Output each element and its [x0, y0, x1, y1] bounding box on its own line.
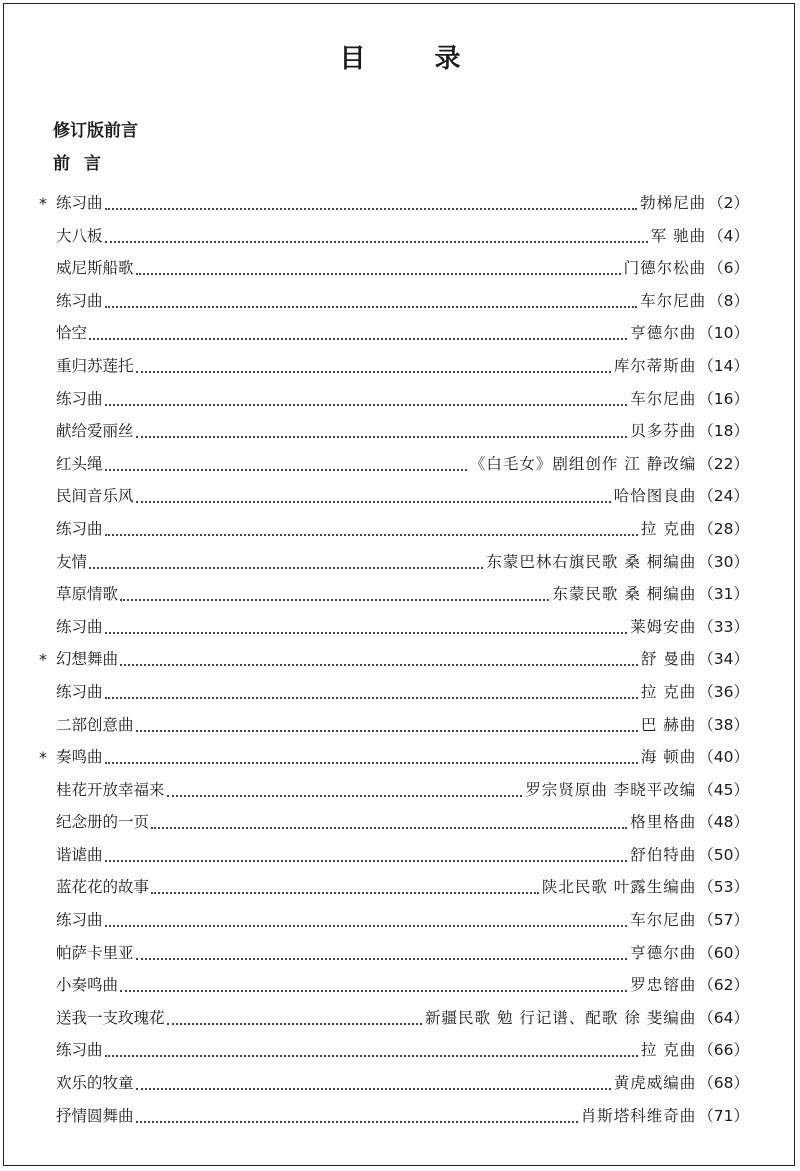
toc-entry-line — [56, 874, 749, 898]
toc-entry-line — [56, 581, 749, 605]
dot-leader — [120, 644, 638, 666]
toc-entry[interactable] — [0, 903, 800, 936]
toc-entry[interactable] — [0, 349, 800, 382]
toc-entry-page-number: （33） — [698, 617, 749, 636]
toc-entry-composer: 车尔尼曲 — [640, 291, 707, 310]
toc-entry-composer: 《白毛女》剧组创作 江 静改编 — [469, 454, 697, 473]
toc-entry[interactable] — [0, 251, 800, 284]
toc-entry[interactable] — [0, 610, 800, 643]
toc-entry-line — [56, 712, 749, 736]
toc-entry-title: 友情 — [56, 552, 88, 571]
toc-entry-page-number: （34） — [698, 650, 749, 669]
toc-entry-composer: 东蒙巴林右旗民歌 桑 桐编曲 — [486, 552, 697, 571]
toc-entry-title: 威尼斯船歌 — [56, 259, 134, 278]
toc-entry[interactable] — [0, 219, 800, 252]
toc-entry-line — [56, 842, 749, 866]
dot-leader — [136, 253, 621, 275]
toc-entry-page-number: （38） — [698, 715, 749, 734]
dot-leader — [105, 1035, 638, 1057]
dot-leader — [105, 677, 638, 699]
selected-piece-marker: * — [39, 748, 47, 768]
toc-entry[interactable] — [0, 545, 800, 578]
toc-entry-composer: 车尔尼曲 — [630, 911, 697, 930]
toc-entry-page-number: （4） — [708, 226, 749, 245]
toc-entry-title: 练习曲 — [56, 911, 103, 930]
toc-entry[interactable] — [0, 1066, 800, 1099]
toc-entry-composer: 新疆民歌 勉 行记谱、配歌 徐 斐编曲 — [425, 1008, 697, 1027]
toc-entry-composer: 亨德尔曲 — [630, 943, 697, 962]
toc-entry-page-number: （53） — [698, 878, 749, 897]
toc-entry-composer: 军 驰曲 — [650, 226, 707, 245]
toc-entry[interactable] — [0, 708, 800, 741]
toc-entry-title: 大八板 — [56, 226, 103, 245]
toc-entry-composer: 莱姆安曲 — [630, 617, 697, 636]
toc-entry-composer: 车尔尼曲 — [630, 389, 697, 408]
toc-entry-line — [56, 320, 749, 344]
toc-entry[interactable] — [0, 773, 800, 806]
toc-entry-title: 民间音乐风 — [56, 487, 134, 506]
toc-entry-composer: 东蒙民歌 桑 桐编曲 — [552, 585, 697, 604]
toc-entry-line — [56, 1070, 749, 1094]
dot-leader — [167, 1003, 423, 1025]
toc-entry-line — [56, 418, 749, 442]
dot-leader — [136, 710, 638, 732]
toc-entry-page-number: （6） — [708, 259, 749, 278]
toc-entry-title: 桂花开放幸福来 — [56, 780, 165, 799]
toc-entry-title: 练习曲 — [56, 389, 103, 408]
toc-entry[interactable] — [0, 642, 800, 675]
toc-entry[interactable] — [0, 675, 800, 708]
toc-entry-composer: 罗忠镕曲 — [630, 976, 697, 995]
toc-entry-composer: 舒伯特曲 — [630, 845, 697, 864]
toc-entry-title: 练习曲 — [56, 1041, 103, 1060]
toc-entry-page-number: （30） — [698, 552, 749, 571]
toc-entry-page-number: （2） — [708, 194, 749, 212]
toc-entry-line — [56, 614, 749, 638]
toc-entry-page-number: （60） — [698, 943, 749, 962]
dot-leader — [105, 905, 628, 927]
dot-leader — [105, 286, 638, 308]
dot-leader — [136, 1101, 578, 1123]
dot-leader — [120, 970, 627, 992]
toc-entry-line — [56, 1005, 749, 1029]
toc-entry-line — [56, 516, 749, 540]
toc-entry-page-number: （48） — [698, 813, 749, 832]
toc-entry-composer: 拉 克曲 — [640, 682, 697, 701]
dot-leader — [105, 384, 628, 406]
toc-entry[interactable] — [0, 1099, 800, 1132]
toc-entry-page-number: （68） — [698, 1074, 749, 1093]
toc-entry-title: 恰空 — [56, 324, 88, 343]
toc-entry-title: 欢乐的牧童 — [56, 1074, 134, 1093]
toc-entry-title: 纪念册的一页 — [56, 813, 150, 832]
dot-leader — [105, 449, 467, 471]
toc-entry-title: 二部创意曲 — [56, 715, 134, 734]
toc-entry-page-number: （14） — [698, 356, 749, 375]
toc-entry-title: 练习曲 — [56, 291, 103, 310]
table-of-contents — [0, 186, 800, 1131]
toc-entry-title: 谐谑曲 — [56, 845, 103, 864]
toc-entry-line — [56, 907, 749, 931]
toc-entry-composer: 勃梯尼曲 — [640, 194, 707, 212]
toc-entry-composer: 哈恰图良曲 — [613, 487, 697, 506]
toc-entry[interactable] — [0, 186, 800, 219]
toc-entry-line — [39, 190, 749, 214]
toc-entry-page-number: （28） — [698, 519, 749, 538]
toc-entry-composer: 舒 曼曲 — [640, 650, 697, 669]
toc-entry-line — [56, 777, 749, 801]
toc-entry-title: 抒情圆舞曲 — [56, 1106, 134, 1125]
selected-piece-marker: * — [39, 650, 47, 670]
toc-entry-page-number: （24） — [698, 487, 749, 506]
toc-entry-composer: 肖斯塔科维奇曲 — [580, 1106, 697, 1125]
toc-entry-line — [56, 353, 749, 377]
page-title: 目 录 — [339, 44, 491, 74]
toc-entry-composer: 贝多芬曲 — [630, 422, 697, 441]
toc-entry-composer: 罗宗贤原曲 李晓平改编 — [525, 780, 697, 799]
dot-leader — [136, 1068, 611, 1090]
toc-entry-title: 练习曲 — [56, 519, 103, 538]
dot-leader — [105, 742, 638, 764]
toc-entry-page-number: （22） — [698, 454, 749, 473]
toc-entry-page-number: （45） — [698, 780, 749, 799]
toc-entry-composer: 黄虎威编曲 — [613, 1074, 697, 1093]
toc-entry-page-number: （66） — [698, 1041, 749, 1060]
toc-entry[interactable] — [0, 968, 800, 1001]
toc-entry-page-number: （50） — [698, 845, 749, 864]
toc-entry[interactable] — [0, 284, 800, 317]
dot-leader — [151, 872, 539, 894]
dot-leader — [120, 579, 549, 601]
toc-entry-page-number: （62） — [698, 976, 749, 995]
toc-entry[interactable] — [0, 414, 800, 447]
dot-leader — [89, 318, 627, 340]
toc-entry-composer: 陕北民歌 叶露生编曲 — [541, 878, 697, 897]
toc-entry[interactable] — [0, 479, 800, 512]
toc-entry-line — [56, 809, 749, 833]
toc-entry-title: 练习曲 — [56, 617, 103, 636]
toc-entry-title: 幻想舞曲 — [56, 650, 119, 669]
toc-entry-title: 练习曲 — [56, 682, 103, 701]
preface-revised-edition[interactable]: 修订版前言 — [53, 121, 138, 141]
dot-leader — [136, 416, 628, 438]
toc-entry-page-number: （36） — [698, 682, 749, 701]
toc-entry[interactable] — [0, 1001, 800, 1034]
dot-leader — [105, 514, 638, 536]
toc-entry-title: 重归苏莲托 — [56, 356, 134, 375]
toc-entry-line — [56, 1037, 749, 1061]
toc-entry-page-number: （40） — [698, 748, 749, 767]
toc-entry-composer: 格里格曲 — [630, 813, 697, 832]
toc-entry[interactable] — [0, 316, 800, 349]
toc-entry-title: 送我一支玫瑰花 — [56, 1008, 165, 1027]
toc-entry-line — [56, 483, 749, 507]
toc-entry[interactable] — [0, 447, 800, 480]
toc-entry-page-number: （8） — [708, 291, 749, 310]
toc-entry-line — [56, 679, 749, 703]
toc-entry-line — [56, 451, 749, 475]
toc-entry-composer: 门德尔松曲 — [623, 259, 707, 278]
toc-entry-page-number: （57） — [698, 911, 749, 930]
toc-entry-line — [56, 972, 749, 996]
toc-entry-composer: 拉 克曲 — [640, 1041, 697, 1060]
toc-entry-line — [56, 386, 749, 410]
dot-leader — [136, 938, 628, 960]
toc-entry-title: 草原情歌 — [56, 585, 119, 604]
toc-entry-title: 红头绳 — [56, 454, 103, 473]
toc-entry-line — [56, 288, 749, 312]
dot-leader — [89, 547, 483, 569]
toc-entry-title: 蓝花花的故事 — [56, 878, 150, 897]
dot-leader — [105, 840, 628, 862]
dot-leader — [136, 351, 611, 373]
toc-entry[interactable] — [0, 512, 800, 545]
toc-entry-composer: 海 顿曲 — [640, 748, 697, 767]
toc-entry-composer: 巴 赫曲 — [640, 715, 697, 734]
dot-leader — [105, 188, 638, 210]
toc-entry-composer: 拉 克曲 — [640, 519, 697, 538]
dot-leader — [136, 481, 611, 503]
toc-entry-title: 帕萨卡里亚 — [56, 943, 134, 962]
toc-entry[interactable] — [0, 805, 800, 838]
toc-entry[interactable] — [0, 936, 800, 969]
dot-leader — [151, 807, 627, 829]
toc-entry[interactable] — [0, 382, 800, 415]
toc-entry-page-number: （71） — [698, 1106, 749, 1125]
toc-entry-line — [39, 744, 749, 768]
toc-entry[interactable] — [0, 870, 800, 903]
dot-leader — [167, 775, 523, 797]
toc-entry[interactable] — [0, 740, 800, 773]
toc-entry-line — [39, 646, 749, 670]
toc-entry-page-number: （18） — [698, 422, 749, 441]
toc-entry-page-number: （31） — [698, 585, 749, 604]
toc-entry-title: 练习曲 — [56, 194, 103, 212]
toc-entry[interactable] — [0, 1033, 800, 1066]
toc-entry-line — [56, 255, 749, 279]
toc-entry-line — [56, 223, 749, 247]
toc-entry-page-number: （10） — [698, 324, 749, 343]
toc-entry-composer: 库尔蒂斯曲 — [613, 356, 697, 375]
dot-leader — [105, 612, 628, 634]
toc-entry-title: 奏鸣曲 — [56, 748, 103, 767]
toc-entry-line — [56, 549, 749, 573]
dot-leader — [105, 221, 648, 243]
selected-piece-marker: * — [39, 194, 47, 213]
preface[interactable]: 前言 — [53, 154, 115, 174]
toc-entry-line — [56, 940, 749, 964]
toc-entry-page-number: （16） — [698, 389, 749, 408]
toc-entry-title: 献给爱丽丝 — [56, 422, 134, 441]
toc-entry-line — [56, 1103, 749, 1127]
toc-entry-page-number: （64） — [698, 1008, 749, 1027]
toc-entry[interactable] — [0, 838, 800, 871]
toc-entry-title: 小奏鸣曲 — [56, 976, 119, 995]
toc-entry-composer: 亨德尔曲 — [630, 324, 697, 343]
toc-entry[interactable] — [0, 577, 800, 610]
